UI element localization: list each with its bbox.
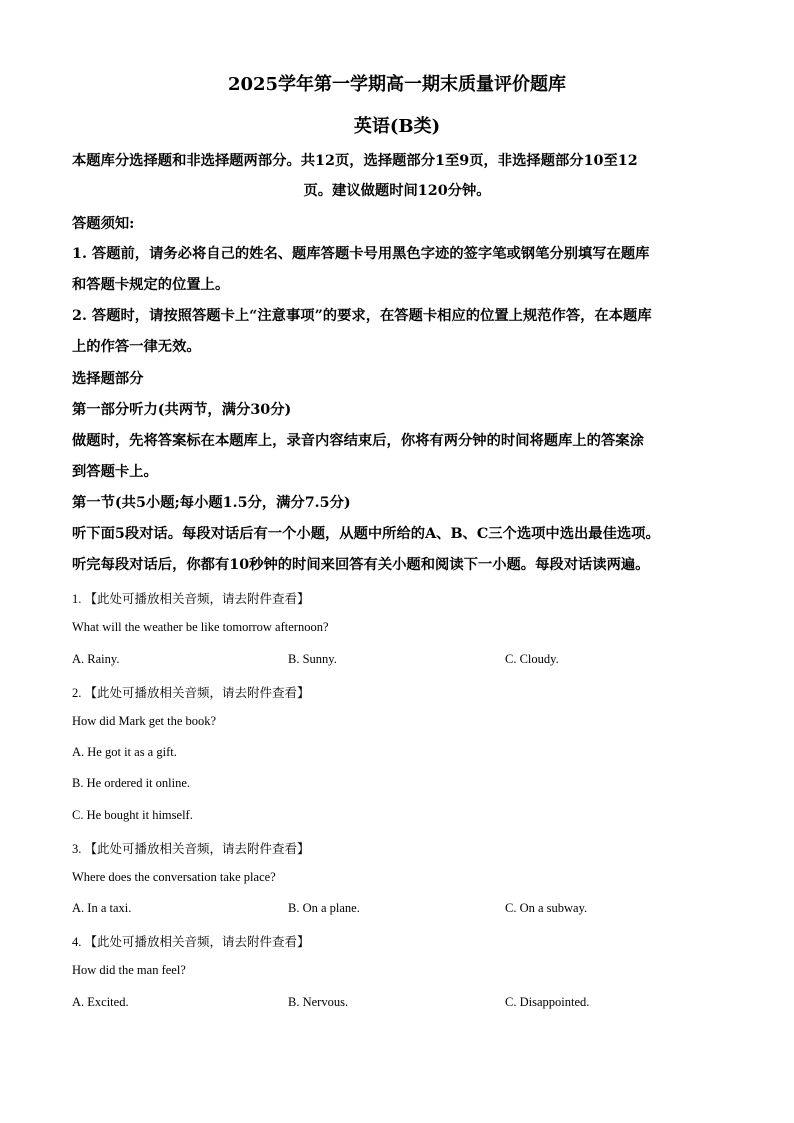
question-3-stem: Where does the conversation take place? xyxy=(72,870,276,884)
question-4-stem: How did the man feel? xyxy=(72,963,186,977)
part1-heading: 第一部分听力(共两节，满分30分) xyxy=(72,402,292,418)
question-1-stem: What will the weather be like tomorrow afternoon? xyxy=(72,620,329,634)
part1-instruction-line-1: 做题时，先将答案标在本题库上，录音内容结束后，你将有两分钟的时间将题库上的答案涂 xyxy=(72,433,644,449)
intro-line-1: 本题库分选择题和非选择题两部分。共12页，选择题部分1至9页，非选择题部分10至12 xyxy=(72,153,638,169)
question-4-label: 4. 【此处可播放相关音频，请去附件查看】 xyxy=(72,935,310,949)
question-4-option-a[interactable]: A. Excited. xyxy=(72,995,129,1009)
question-2-option-a[interactable]: A. He got it as a gift. xyxy=(72,745,177,759)
section1-instruction-line-2: 听完每段对话后，你都有10秒钟的时间来回答有关小题和阅读下一小题。每段对话读两遍。 xyxy=(72,557,650,573)
part1-instruction-line-2: 到答题卡上。 xyxy=(72,464,158,480)
notice-item-1-line-2: 和答题卡规定的位置上。 xyxy=(72,277,230,293)
notice-heading: 答题须知: xyxy=(72,216,135,232)
question-3-option-a[interactable]: A. In a taxi. xyxy=(72,901,132,915)
notice-item-1-line-1: 1. 答题前，请务必将自己的姓名、题库答题卡号用黑色字迹的签字笔或钢笔分别填写在题库 xyxy=(72,246,650,262)
page-title: 2025学年第一学期高一期末质量评价题库 xyxy=(227,74,567,95)
section1-instruction-line-1: 听下面5段对话。每段对话后有一个小题，从题中所给的A、B、C三个选项中选出最佳选项。 xyxy=(72,526,660,542)
question-3-option-c[interactable]: C. On a subway. xyxy=(505,901,588,915)
intro-line-2: 页。建议做题时间120分钟。 xyxy=(303,183,491,199)
question-3-option-b[interactable]: B. On a plane. xyxy=(288,901,360,915)
question-4-option-b[interactable]: B. Nervous. xyxy=(288,995,349,1009)
notice-item-2-line-2: 上的作答一律无效。 xyxy=(72,339,201,355)
question-1-option-b[interactable]: B. Sunny. xyxy=(288,652,337,666)
question-4-option-c[interactable]: C. Disappointed. xyxy=(505,995,590,1009)
notice-item-2-line-1: 2. 答题时，请按照答题卡上“注意事项”的要求，在答题卡相应的位置上规范作答，在本题库 xyxy=(72,308,652,324)
question-2-option-b[interactable]: B. He ordered it online. xyxy=(72,776,191,790)
question-1-label: 1. 【此处可播放相关音频，请去附件查看】 xyxy=(72,592,310,606)
section1-heading: 第一节(共5小题;每小题1.5分，满分7.5分) xyxy=(72,495,351,511)
question-3-label: 3. 【此处可播放相关音频，请去附件查看】 xyxy=(72,842,310,856)
question-2-option-c[interactable]: C. He bought it himself. xyxy=(72,808,193,822)
choice-section-heading: 选择题部分 xyxy=(72,371,144,387)
question-2-stem: How did Mark get the book? xyxy=(72,714,217,728)
page-subtitle: 英语(B类) xyxy=(353,116,441,137)
question-1-option-a[interactable]: A. Rainy. xyxy=(72,652,120,666)
question-2-label: 2. 【此处可播放相关音频，请去附件查看】 xyxy=(72,686,310,700)
question-1-option-c[interactable]: C. Cloudy. xyxy=(505,652,559,666)
